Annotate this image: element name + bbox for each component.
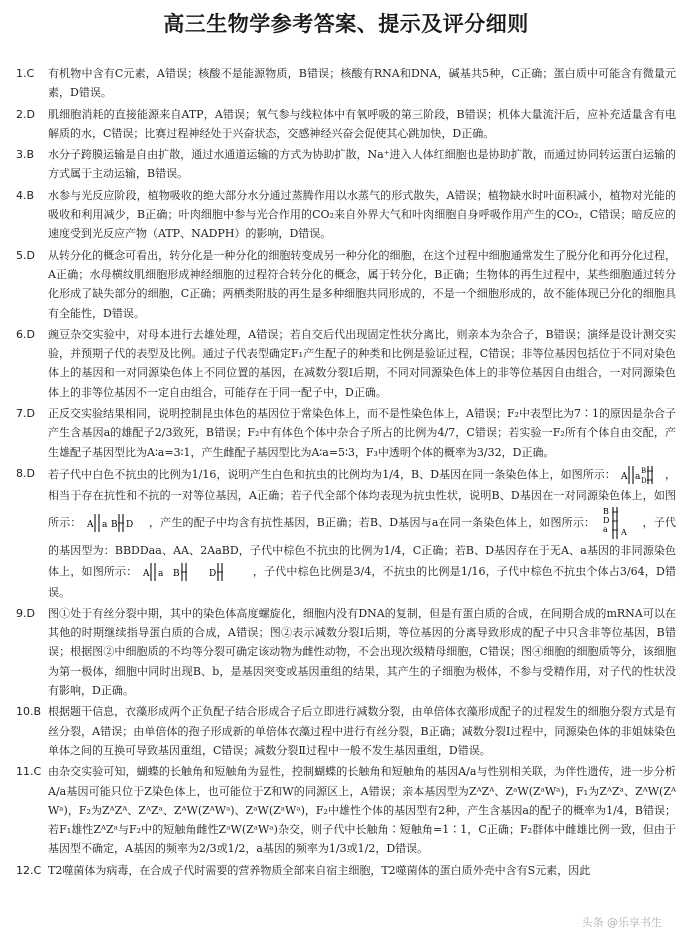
answer-explanation: 图①处于有丝分裂中期，其中的染色体高度螺旋化，细胞内没有DNA的复制，但是有蛋白质的合成，在间期合成的mRNA可以在其他的时期继续指导蛋白质的合成，A错误；图②表示减数分裂Ⅰ后期，等位基因的分离导致形成的配子中只含非等位基因，B错误；根据图②中细胞质的不均等分裂可确定该动物为雌性动物，不会出现次级精母细胞，C错误；图④细胞的细胞质等分，该细胞为第一极体，细胞中同时出现B、b，是基因突变或基因重组的结果，其产生的子细胞为极体，不参与受精作用，对子代的性状没有影响，D正确。 [48, 606, 676, 698]
question-number: 3.B [16, 148, 35, 162]
answer-explanation: 豌豆杂交实验中，对母本进行去雄处理，A错误；若自交后代出现固定性状分离比，则亲本为杂合子，B错误；演绎是设计测交实验，并预期子代的表型及比例。通过子代表型确定F₁产生配子的种类和比例是验证过程，C错误；非等位基因包括位于不同对染色体上的基因和一对同源染色体上不同位置的基因，在减数分裂Ⅰ后期，不同对同源染色体上的非等位基因自由组合，一对同源染色体上的非等位基因不一定自由组合，可能存在于同一配子中，D正确。 [48, 327, 676, 399]
explanation-segment: ，子代中棕色比例是3/4，不抗虫的比例是1/16，子代中棕色不抗虫个体占3/64，D错误。 [48, 564, 676, 599]
answer-explanation: 正反交实验结果相同，说明控制昆虫体色的基因位于常染色体上，而不是性染色体上，A错误；F₂中表型比为7∶1的原因是杂合子产生含基因a的雄配子2/3致死，B错误；F₂中有体色个体中杂合子所占的比例为4/7，C错误；若实验一F₂所有个体自由交配，产生雄配子基因型比为A∶a=3∶1，产生雌配子基因型比为A∶a=5∶3，F₃中透明个体的概率为3/32，D正确。 [48, 407, 676, 459]
answer-explanation: 根据题干信息，衣藻形成两个正负配子结合形成合子后立即进行减数分裂，由单倍体衣藻形成配子的过程发生的细胞分裂方式是有丝分裂，A错误；由单倍体的孢子形成新的单倍体衣藻过程中进行有丝分裂，B正确；减数分裂Ⅰ过程中，同源染色体的非姐妹染色单体之间的互换可导致基因重组，C错误；减数分裂Ⅱ过程中一般不发生基因重组，D错误。 [48, 705, 676, 757]
gene-label: A [143, 568, 150, 579]
question-number: 7.D [16, 407, 35, 421]
gene-label: a [102, 520, 108, 531]
answer-explanation: 有机物中含有C元素，A错误；核酸不是能源物质，B错误；核酸有RNA和DNA，碱基共5种，C正确；蛋白质中可能含有微量元素，D错误。 [48, 67, 676, 100]
page-title: 高三生物学参考答案、提示及评分细则 [163, 12, 529, 36]
chromosome-diagram-1 [621, 464, 659, 486]
answer-list [16, 64, 676, 882]
explanation-segment: ，相当于存在抗性和不抗的一对等位基因，A正确；若子代全部个体均表现为抗虫性状，说明B、D基因在一对同源染色体上，如图所示： [48, 467, 677, 530]
answer-item [16, 325, 676, 402]
answer-item [16, 145, 676, 184]
answer-explanation: 水分子跨膜运输是自由扩散，通过水通道运输的方式为协助扩散，Na⁺进入人体红细胞也是协助扩散，而通过协同转运蛋白运输的方式属于主动运输，B错误。 [48, 148, 676, 181]
chromosome-diagram-2 [87, 512, 143, 534]
gene-label: B [173, 568, 180, 579]
gene-label: B [602, 507, 609, 517]
answer-item [16, 861, 676, 880]
chromosome-diagram-3 [601, 505, 637, 541]
question-number: 4.B [16, 188, 35, 202]
answer-explanation [48, 464, 676, 602]
answer-item [16, 464, 676, 602]
question-number: 8.D [16, 466, 35, 480]
explanation-segment: 若子代中白色不抗虫的比例为1/16，说明产生白色和抗虫的比例均为1/4，B、D基因在同一条染色体上，如图所示： [48, 467, 616, 481]
answer-explanation: 从转分化的概念可看出，转分化是一种分化的细胞转变成另一种分化的细胞，在这个过程中细胞通常发生了脱分化和再分化过程，A正确；水母横纹肌细胞形成神经细胞的过程符合转分化的概念，属于转分化，B正确；生物体的再生过程中，某些细胞通过转分化形成了缺失部分的细胞，C正确；两栖类附肢的再生是多种细胞共同形成的，不是一个细胞形成的，故不能体现已分化的细胞具有全能性，D错误。 [48, 248, 676, 320]
answer-explanation: 肌细胞消耗的直接能源来自ATP，A错误；氧气参与线粒体中有氧呼吸的第三阶段，B错误；机体大量流汗后，应补充适量含有电解质的水，C错误；比赛过程神经处于兴奋状态，交感神经兴奋会促使其心跳加快，D正确。 [48, 107, 676, 140]
answer-explanation: T2噬菌体为病毒，在合成子代时需要的营养物质全部来自宿主细胞，T2噬菌体的蛋白质外壳中含有S元素，因此 [48, 863, 591, 877]
question-number: 11.C [16, 765, 42, 779]
gene-label: a [635, 471, 641, 482]
explanation-segment: ，子代的基因型为：BBDDaa、AA、2AaBD，子代中棕色不抗虫的比例为1/4，C正确；若B、D基因存在于无A、a基因的非同源染色体上，如图所示： [48, 516, 677, 578]
answer-item [16, 105, 676, 144]
gene-label: D [126, 520, 134, 531]
gene-label: D [209, 568, 217, 579]
answer-explanation: 水参与光反应阶段，植物吸收的绝大部分水分通过蒸腾作用以水蒸气的形式散失，A错误；植物缺水时叶面积减小，植物对光能的吸收和利用减少，B正确；叶肉细胞中参与光合作用的CO₂来自外界大气和叶肉细胞自身呼吸作用产生的CO₂，C错误；暗反应的速度受到光反应产物（ATP、NADPH）的影响，D错误。 [48, 188, 676, 241]
question-number: 5.D [16, 248, 35, 262]
gene-label: a [602, 525, 608, 535]
gene-label: A [87, 520, 94, 531]
answer-item [16, 604, 676, 700]
question-number: 9.D [16, 606, 35, 620]
answer-explanation: 由杂交实验可知，蝴蝶的长触角和短触角为显性，控制蝴蝶的长触角和短触角的基因A/a与性别相关联，为伴性遗传，进一步分析A/a基因可能只位于Z染色体上，也可能位于Z和W的同源区上，A错误；亲本基因型为ZᴬZᴬ、ZᵃW(ZᵃWᵃ)，F₁为ZᴬZᵃ、ZᴬW(ZᴬWᵃ)，F₂为ZᴬZᴬ、ZᴬZᵃ、ZᴬW(ZᴬWᵃ)、ZᵃW(ZᵃWᵃ)，F₂中雄性个体的基因型有2种，产生含基因a的配子的概率为1/4，B错误；若F₁雄性ZᴬZᵃ与F₂中的短触角雌性ZᵃW(ZᵃWᵃ)杂交，则子代中长触角∶短触角=1∶1，C正确；F₂群体中雌雄比例一致，但由于基因型不确定，A基因的频率为2/3或1/2，a基因的频率为1/3或1/2，D错误。 [48, 765, 676, 856]
question-number: 10.B [16, 705, 42, 719]
chromosome-diagram-4 [143, 561, 247, 583]
explanation-segment: ，产生的配子中均含有抗性基因，B正确；若B、D基因与a在同一条染色体上，如图所示： [148, 516, 596, 530]
question-number: 2.D [16, 107, 35, 121]
answer-item [16, 404, 676, 462]
gene-label: A [620, 528, 627, 538]
answer-item [16, 246, 676, 323]
answer-item [16, 702, 676, 760]
watermark: 头条 @乐享书生 [581, 916, 662, 929]
gene-label: a [158, 568, 164, 579]
question-number: 1.C [16, 67, 35, 80]
answer-item [16, 186, 676, 244]
question-number: 6.D [16, 327, 35, 341]
answer-item [16, 762, 676, 858]
answer-item [16, 64, 676, 103]
gene-label: D [641, 476, 648, 485]
gene-label: B [111, 520, 118, 531]
gene-label: A [621, 471, 628, 482]
gene-label: D [602, 516, 610, 526]
question-number: 12.C [16, 863, 42, 877]
gene-label: B [641, 466, 647, 475]
